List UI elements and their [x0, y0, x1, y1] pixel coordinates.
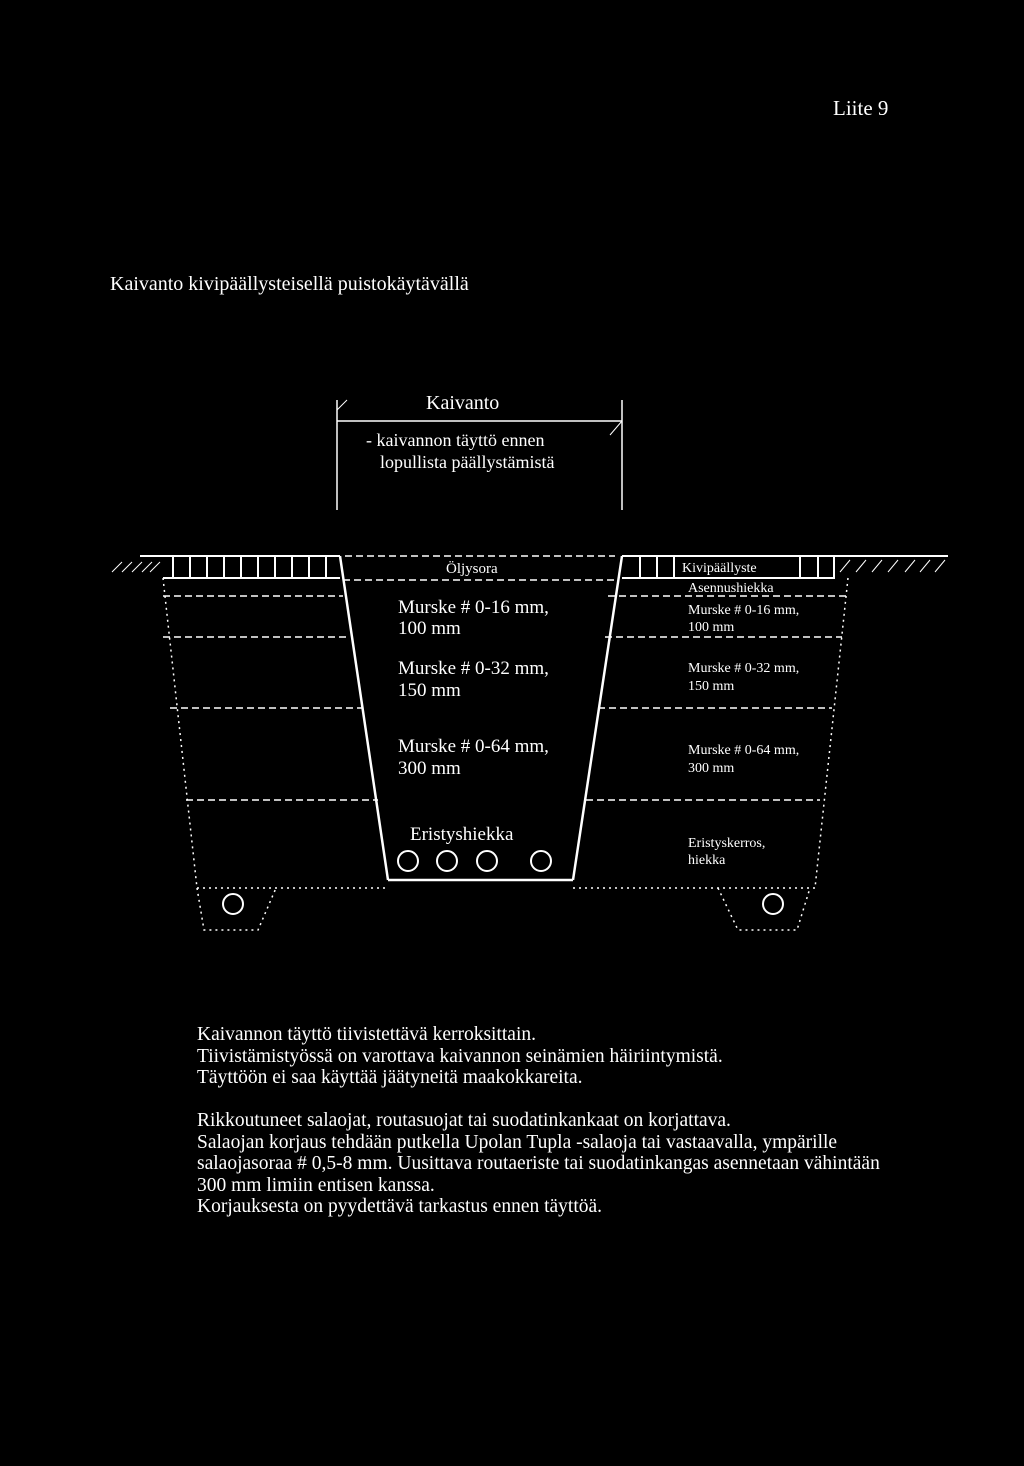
right-sand-line1: Eristyskerros, [688, 836, 766, 851]
right-layer1-line2: 100 mm [688, 620, 735, 635]
right-layer1-line1: Murske # 0-16 mm, [688, 603, 800, 618]
callout-heading: Kaivanto [426, 392, 500, 414]
note-line: Rikkoutuneet salaojat, routasuojat tai suodatinkankaat on korjattava. [197, 1110, 731, 1131]
note-line: salaojasoraa # 0,5-8 mm. Uusittava routaeriste tai suodatinkangas asennetaan vähintään [197, 1153, 880, 1174]
right-layer3-line2: 300 mm [688, 761, 735, 776]
note-line: Kaivannon täyttö tiivistettävä kerroksittain. [197, 1024, 537, 1045]
callout-note-line1: - kaivannon täyttö ennen [366, 430, 545, 450]
note-line: Täyttöön ei saa käyttää jäätyneitä maakokkareita. [197, 1067, 583, 1088]
right-bedding-label: Asennushiekka [688, 581, 774, 596]
right-layer2-line1: Murske # 0-32 mm, [688, 661, 800, 676]
note-line: 300 mm limiin entisen kanssa. [197, 1174, 435, 1196]
drain-pipe-left [223, 894, 243, 914]
note-line: Korjauksesta on pyydettävä tarkastus ennen täyttöä. [197, 1196, 603, 1217]
center-layer3-line1: Murske # 0-64 mm, [398, 736, 549, 757]
notes-repairs [197, 1110, 880, 1218]
right-layer3-line1: Murske # 0-64 mm, [688, 743, 800, 758]
center-layer2-line1: Murske # 0-32 mm, [398, 658, 549, 679]
center-layer3-line2: 300 mm [398, 758, 461, 779]
center-layer1-line2: 100 mm [398, 618, 461, 639]
note-line: Tiivistämistyössä on varottava kaivannon seinämien häiriintymistä. [197, 1045, 723, 1067]
page-title: Kaivanto kivipäällysteisellä puistokäytävällä [110, 273, 469, 295]
center-layer1-line1: Murske # 0-16 mm, [398, 597, 549, 618]
ground-surface-line [140, 556, 948, 578]
note-line: Salaojan korjaus tehdään putkella Upolan Tupla -salaoja tai vastaavalla, ympärille [197, 1131, 838, 1153]
center-layer2-line2: 150 mm [398, 680, 461, 701]
right-surface-label: Kivipäällyste [682, 561, 757, 576]
center-surface-label: Öljysora [446, 561, 498, 577]
drain-pipe-right [763, 894, 783, 914]
right-sand-line2: hiekka [688, 853, 726, 868]
center-sand-label: Eristyshiekka [410, 824, 514, 845]
appendix-label: Liite 9 [833, 96, 889, 120]
ground-hatching [112, 560, 945, 572]
right-layer2-line2: 150 mm [688, 679, 735, 694]
paving-stones-left [173, 556, 326, 578]
notes-compaction [197, 1024, 723, 1089]
callout-note-line2: lopullista päällystämistä [380, 452, 555, 472]
drain-pipes-center [398, 851, 551, 871]
